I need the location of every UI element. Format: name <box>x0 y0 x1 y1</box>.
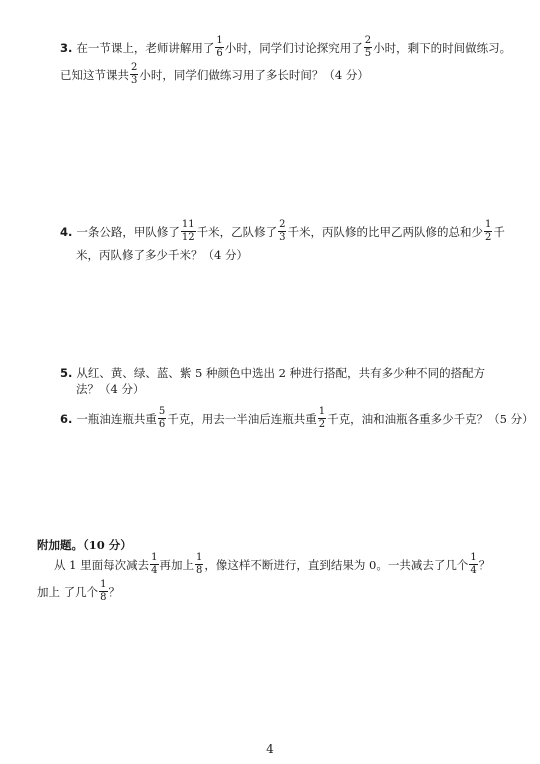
q3-line-1 <box>60 36 511 59</box>
bonus-line-2 <box>37 580 120 603</box>
bonus-text: 从 1 里面每次减去 <box>54 557 150 572</box>
q6-text: 千克，用去一半油后连瓶共重 <box>167 411 317 426</box>
q3-text: 已知这节课共 <box>60 67 129 82</box>
fraction: $\frac{1}{8}$ <box>196 552 203 576</box>
q6-number: 6. <box>60 411 73 426</box>
q3-text: 小时，剩下的时间做练习。 <box>373 40 512 55</box>
q4-line-1 <box>60 220 505 243</box>
q5-text: 法？（4 分） <box>76 382 145 396</box>
q6-text: 一瓶油连瓶共重 <box>76 411 157 426</box>
q4-text: 一条公路，甲队修了 <box>76 224 180 239</box>
bonus-text: 加上 了几个 <box>37 584 99 599</box>
q3-line-2 <box>60 63 369 86</box>
q4-line-2 <box>76 247 248 263</box>
fraction: $\frac{2}{3}$ <box>279 219 286 243</box>
q3-text: 小时，同学们讨论探究用了 <box>224 40 363 55</box>
q4-text: 千 <box>493 224 505 239</box>
fraction: $\frac{5}{6}$ <box>158 406 166 430</box>
q4-text: 千米，丙队修的比甲乙两队修的总和少 <box>287 224 483 239</box>
fraction: $\frac{1}{2}$ <box>318 406 326 430</box>
bonus-line-1 <box>54 553 490 576</box>
q6-line-1 <box>60 407 534 430</box>
q5-number: 5. <box>60 366 73 380</box>
q3-number: 3. <box>60 40 73 55</box>
fraction: $\frac{1}{4}$ <box>470 552 477 576</box>
q4-text: 千米，乙队修了 <box>196 224 278 239</box>
q4-number: 4. <box>60 224 73 239</box>
bonus-text: ，像这样不断进行，直到结果为 0。一共减去了几个 <box>204 557 469 572</box>
fraction: $\frac{1}{2}$ <box>484 219 492 243</box>
q5-line-2 <box>76 381 144 397</box>
q6-text: 千克，油和油瓶各重多少千克？（5 分） <box>327 411 534 426</box>
fraction: $\frac{2}{5}$ <box>364 35 372 59</box>
fraction: $\frac{2}{3}$ <box>131 62 138 86</box>
bonus-title: 附加题。（10 分） <box>37 538 132 552</box>
q3-text: 小时，同学们做练习用了多长时间？（4 分） <box>139 67 369 82</box>
bonus-text: 再加上 <box>159 557 195 572</box>
bonus-text: ？ <box>478 557 491 572</box>
q4-text: 米，丙队修了多少千米？（4 分） <box>76 248 248 262</box>
fraction: $\frac{1}{6}$ <box>216 35 223 59</box>
page-number: 4 <box>266 742 274 756</box>
fraction: $\frac{11}{12}$ <box>181 219 195 243</box>
bonus-text: ？ <box>108 584 121 599</box>
fraction: $\frac{1}{4}$ <box>151 552 158 576</box>
q5-line-1 <box>60 365 485 381</box>
fraction: $\frac{1}{8}$ <box>100 579 107 603</box>
q5-text: 从红、黄、绿、蓝、紫 5 种颜色中选出 2 种进行搭配，共有多少种不同的搭配方 <box>76 366 486 380</box>
q3-text: 在一节课上，老师讲解用了 <box>76 40 215 55</box>
